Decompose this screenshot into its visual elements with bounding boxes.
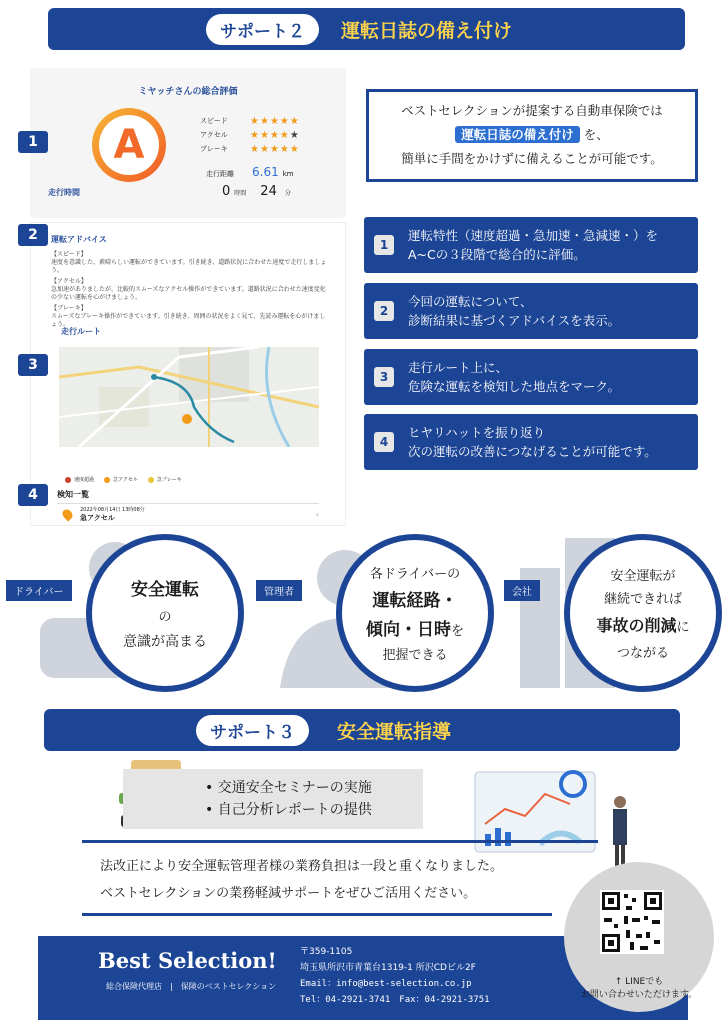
line-text-2: お問い合わせいただけます。 [580,990,698,1000]
line-text-1: ↑ LINEでも [614,977,664,987]
rating-name: ブレーキ [200,145,228,153]
company-line3-bold: 事故の削減 [596,616,677,635]
detect-event: 急アクセル [80,514,115,522]
distance-unit: km [282,170,294,178]
support3-banner [44,709,680,751]
support3-label: サポート３ [196,715,309,746]
intro-line2-suffix: を、 [583,127,609,142]
support2-label: サポート２ [206,14,319,45]
address: 埼玉県所沢市青葉台1319-1 所沢CDビル2F [300,963,476,973]
manager-line3-suffix: を [450,624,464,639]
company-line1: 安全運転が [610,569,676,584]
distance-label: 走行距離 [206,170,234,178]
rating-row [200,142,330,156]
star-rating-icon: ★★★★★ [250,143,300,155]
company-line3-suffix: に [676,620,690,635]
rating-name: アクセル [200,131,228,139]
time-hours: 0 [222,184,231,199]
feature-item-1 [364,217,698,273]
feature-line1: 運転特性（速度超過・急加速・急減速・）を [408,228,659,243]
email[interactable]: Email：info@best-selection.co.jp [300,979,472,989]
role-tag-company: 会社 [504,580,540,601]
intro-box [366,89,698,182]
bullet-item [205,777,423,799]
feature-number: 4 [374,432,394,452]
legend-swatch-icon [148,477,154,483]
advice-body: スムーズなブレーキ操作ができています。引き続き、周囲の状況をよく見て、先読み運転を心がけましょう。 [51,313,326,328]
time-label: 走行時間 [48,188,80,197]
intro-line3: 簡単に手間をかけずに備えることが可能です。 [401,151,663,166]
distance-value: 6.61 [252,165,279,179]
feature-number: 1 [374,235,394,255]
advice-body: 速度を意識した、素晴らしい運転ができています。引き続き、道路状況に合わせた速度で走行しましょう。 [51,259,327,274]
warning-pin-icon [60,507,74,521]
driver-line2: の [158,610,172,625]
detect-item[interactable] [57,503,319,525]
role-tag-manager: 管理者 [256,580,302,601]
company-line2: 継続できれば [603,592,682,607]
rating-row [200,128,330,142]
company-circle [564,534,722,692]
company-line3 [596,613,689,636]
advice-heading: 【スピード】 [51,251,87,258]
manager-line2: 運転経路・ [372,591,458,611]
support2-banner [48,8,685,50]
marker-1: 1 [18,131,48,153]
detect-date: 2022年08月14日 13時08分 [80,507,145,513]
manager-line1: 各ドライバーの [369,567,461,582]
advice-heading: 【ブレーキ】 [51,305,87,312]
bullet-text: 交通安全セミナーの実施 [217,780,372,796]
bullet-box [123,769,423,829]
legend-swatch-icon [65,477,71,483]
route-map-graphic [59,347,319,447]
feature-text [408,292,620,330]
time-minutes: 24 [260,184,277,199]
distance-row [206,165,294,179]
line-qr-badge[interactable] [564,862,714,1012]
feature-line1: 今回の運転について、 [408,294,533,309]
chevron-right-icon: › [315,510,319,519]
support2-title: 運転日誌の備え付け [341,19,513,42]
bullet-list [205,777,423,821]
brand-logo: Best Selection! [98,948,277,973]
support3-title: 安全運転指導 [337,720,452,743]
advice-title: 運転アドバイス [51,235,107,244]
feature-text [408,423,657,461]
bullet-dot-icon: • [205,780,218,796]
notice-line1: 法改正により安全運転管理者様の業務負担は一段と重くなりました。 [100,859,504,874]
bullet-text: 自己分析レポートの提供 [217,802,372,818]
advice-list [51,251,331,332]
advice-body: 急加速がありましたが、比較的スムーズなアクセル操作ができています。道路状況に合わせた速度変化の少ない運転を心がけましょう。 [51,286,326,301]
time-hours-unit: 時間 [234,190,247,197]
brand-subtitle: 総合保険代理店 | 保険のベストセレクション [106,982,277,991]
rating-row [200,114,330,128]
bullet-item [205,799,423,821]
legend-swatch-icon [104,477,110,483]
rating-name: スピード [200,117,228,125]
legend-label: 急アクセル [113,477,138,483]
grade-ring [92,108,166,182]
detect-title: 検知一覧 [57,490,89,499]
notice-bottom-rule [82,913,552,916]
feature-text [408,358,620,396]
driver-line1: 安全運転 [131,580,199,600]
driver-line3: 意識が高まる [123,634,207,650]
notice-top-rule [82,840,598,843]
role-tag-driver: ドライバー [6,580,72,601]
report-header: ミヤッチさんの総合評価 [138,87,238,97]
feature-item-4 [364,414,698,470]
marker-3: 3 [18,354,48,376]
legend-item [65,476,94,483]
feature-text [408,226,658,264]
driver-circle [86,534,244,692]
legend-item [148,476,182,483]
feature-line2: A~Cの３段階で総合的に評価。 [408,247,586,262]
feature-item-3 [364,349,698,405]
time-row [222,184,291,199]
intro-line1: ベストセレクションが提案する自動車保険では [401,103,663,118]
feature-line2: 診断結果に基づくアドバイスを表示。 [408,313,621,328]
feature-line1: 走行ルート上に、 [408,360,509,375]
manager-line3-bold: 傾向・日時 [365,620,451,640]
feature-line1: ヒヤリハットを振り返り [408,425,546,440]
star-rating-icon: ★★★★★ [250,129,300,141]
contact-block [300,944,490,1008]
feature-number: 2 [374,301,394,321]
report-summary-card [30,68,346,218]
intro-highlight: 運転日誌の備え付け [455,126,580,143]
company-line4: つながる [616,646,669,661]
notice-text [100,853,620,907]
time-minutes-unit: 分 [284,190,291,197]
postal-code: 〒359-1105 [300,947,353,957]
phone-fax: Tel：04-2921-3741 Fax：04-2921-3751 [300,995,490,1005]
bullet-dot-icon: • [205,802,218,818]
feature-number: 3 [374,367,394,387]
feature-line2: 次の運転の改善につなげることが可能です。 [408,444,657,459]
marker-2: 2 [18,224,48,246]
feature-line2: 危険な運転を検知した地点をマーク。 [408,379,621,394]
manager-circle [336,534,494,692]
intro-line2 [369,123,695,147]
route-title: 走行ルート [61,327,101,336]
ratings-list [200,114,330,156]
feature-item-2 [364,283,698,339]
advice-heading: 【アクセル】 [51,278,87,285]
route-legend [65,476,182,483]
legend-label: 速度超過 [74,477,95,483]
report-detail-card [30,222,346,526]
legend-item [104,476,138,483]
legend-label: 急ブレーキ [156,477,182,483]
star-rating-icon: ★★★★★ [250,115,300,127]
grade-letter: A [113,122,145,168]
marker-4: 4 [18,484,48,506]
manager-line3 [366,615,464,640]
route-map [59,347,319,447]
manager-line4: 把握できる [382,648,448,663]
qr-code[interactable] [600,890,664,954]
notice-line2: ベストセレクションの業務軽減サポートをぜひご活用ください。 [100,886,477,901]
